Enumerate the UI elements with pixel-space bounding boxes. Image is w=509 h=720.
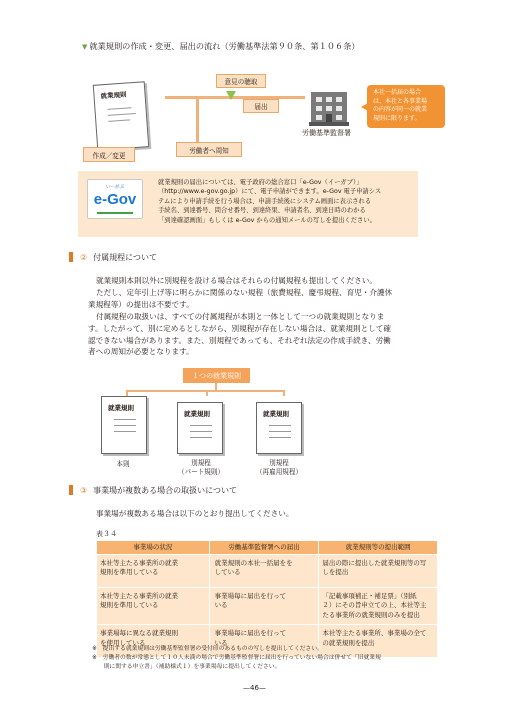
table-header-row [97, 541, 438, 555]
table-cell: 事業場毎に届出を行って いる [209, 588, 319, 625]
table-row [97, 588, 438, 625]
egov-logo: いーがぶ e-Gov [87, 179, 143, 219]
reemployment-rule-document-icon: 就業規則 [256, 402, 302, 454]
rules-document-icon: 就業規則 [93, 81, 149, 150]
table-header: 就業規則等の提出範囲 [319, 541, 438, 555]
section3-title: ③ 事業場が複数ある場合の取扱いについて [80, 486, 238, 495]
table-cell: 就業規則の本社一括届をを している [209, 555, 319, 588]
reemployment-rule-caption: 別規程 （再雇用規程） [255, 459, 303, 476]
table-cell: 本社等主たる事業所、事業場の全て の就業規則を提出 [319, 625, 438, 658]
table-header: 労働基準監督署への届出 [209, 541, 319, 555]
section2-paragraph-2: 付属規程の取扱いは、すべての付属規程が本則と一体として一つの就業規則となりま す。したがって、別に定めるとしながら、別規程が存在しない場合は、就業規則として確 認できない場合があります。また、別規程であっても、それぞれ法定の作成手続き、労働 者への周知が必要となります。 [88, 312, 391, 357]
flow-branch-line [196, 96, 199, 144]
triangle-bullet-icon: ▼ [82, 43, 88, 51]
bracket-line [126, 390, 284, 392]
table-cell: 本社等主たる事業所の就業 規則を準用している [97, 555, 210, 588]
one-rule-label: １つの就業規則 [183, 368, 250, 383]
submit-box: 届出 [243, 99, 279, 113]
table-row [97, 555, 438, 588]
opinion-hearing-box: 意見の聴取 [216, 74, 266, 88]
down-arrow-icon [226, 91, 236, 100]
egov-description: 就業規則の届出については、電子政府の総合窓口「e-Gov（イーガブ）」 （http://www.e-gov.go.jp）にて、電子申請ができます。e-Gov 電子申請シス テムにより申請手続を行う場合は、申請手続後にシステム画面に表示される 手続名、到達番号、問合せ番号、到達終果、申請者名、到達日時のわかる 「到達確認画面」もしくは e-Gov からの通知メールの写しを提出ください。 [158, 179, 382, 224]
footnote: ※ 提出する就業規則は労働基準監督署の受付印のあるものの写しを提出してください。 [92, 646, 323, 652]
callout-pointer [361, 103, 368, 111]
table-header: 事業場の状況 [97, 541, 210, 555]
part-time-rule-document-icon: 就業規則 [177, 402, 223, 454]
section2-paragraph-1: 就業規則本則以外に別規程を設ける場合はそれらの付属規程も提出してください。 ただし、定年引上げ等に明らかに関係のない規程（旅費規程、慶弔規程、育児・介護休 業規程等）の提出は不要です。 [88, 276, 393, 309]
table-cell: 「記載事項補正・補足票」（別紙 ２）にその旨申立ての上、本社等主 たる事業所の就業規則のみを提出 [319, 588, 438, 625]
table-cell: 届出の際に提出した就業規則等の写 しを提出 [319, 555, 438, 588]
section-marker [69, 485, 73, 495]
table-cell: 事業場毎に届出を行って いる [209, 625, 319, 658]
footnote: ※ 労働者の数が常態として１０人未満の場合で労働基準監督署に届出を行っていない場合は併せて「旧就業規 [92, 655, 381, 661]
labor-office-label: 労働基準監督署 [302, 129, 351, 137]
page-number: —46— [243, 684, 266, 692]
main-rule-document-icon: 就業規則 [101, 396, 147, 454]
footnote: 則に関する申立書」（補助様式１）を事業場毎に提出してください。 [92, 664, 281, 670]
office-building-icon [309, 88, 349, 126]
section-marker [69, 252, 73, 262]
section2-title: ② 付属規程について [80, 253, 158, 262]
notify-workers-box: 労働者へ周知 [176, 142, 242, 157]
table-cell: 本社等主たる事業所の就業 規則を準用している [97, 588, 210, 625]
section3-intro: 事業場が複数ある場合は以下のとおり提出してください。 [96, 509, 294, 518]
part-time-rule-caption: 別規程 （パート規則） [177, 459, 225, 476]
note-callout: 本社一括届の場合 は、本社と各事業場 の内容が同一の就業 規則に限ります。 [367, 85, 445, 128]
main-rule-caption: 本則 [116, 460, 130, 468]
table-cell: 事業場毎に異なる就業規則 を使用している [97, 625, 210, 658]
table-label: 表３４ [96, 530, 117, 538]
submission-table [96, 540, 438, 658]
create-change-box: 作成／変更 [83, 147, 135, 162]
flow-heading: ▼ 就業規則の作成・変更、届出の流れ（労働基準法第９０条、第１０６条） [82, 41, 360, 51]
